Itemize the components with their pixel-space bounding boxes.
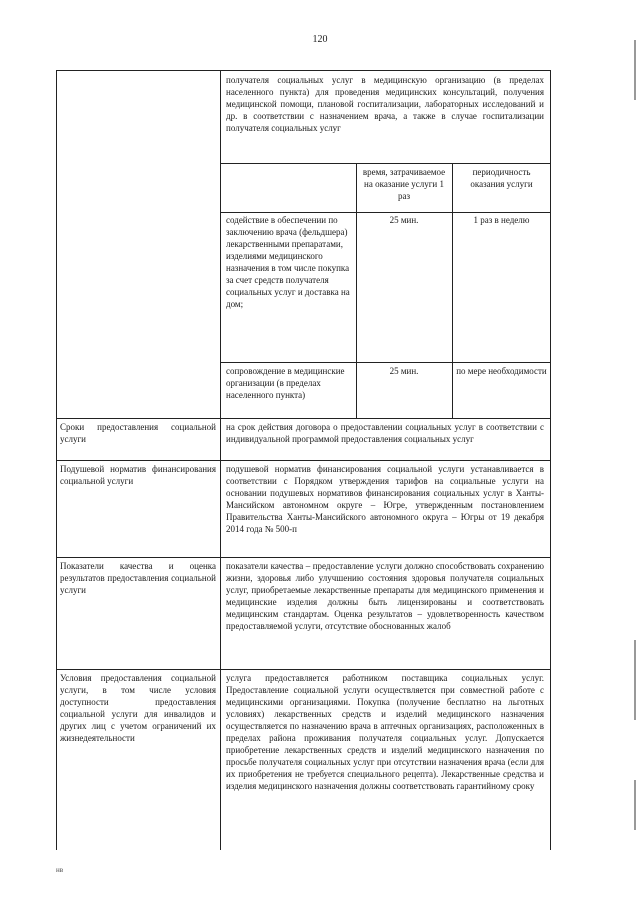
- table-rule: [220, 70, 221, 850]
- row-label: Условия предоставления социальной услуги, в том числе условия доступности предоставления социальной услуги для инвалидов и других лиц с учетом ограничений их жизнедеятельности: [60, 673, 216, 743]
- row-content: услуга предоставляется работником поставщика социальных услуг. Предоставление социальной услуги осуществляется при совместной работе с медицинскими организациями. Покупка (получение бесплатно на льготных условиях) лекарственных средств и изделий медицинского назначения осуществляется по назначению врача в аптечных организациях, расположенных в пределах района проживания получателя социальных услуг. Допускается приобретение лекарственных средств и изделий медицинского назначения по просьбе получателя социальных услуг при отсутствии назначения врача (если для их приобретения не требуется специального рецепта). Лекарственные средства и изделия медицинского назначения должны соответствовать гарантийному сроку: [226, 673, 544, 791]
- page-mark: нв: [56, 866, 64, 874]
- table-rule: [220, 212, 551, 213]
- table-rule: [550, 70, 551, 850]
- table-rule: [356, 163, 357, 418]
- page-number: 120: [312, 34, 328, 45]
- table-rule: [56, 70, 551, 71]
- time-column-header: время, затрачиваемое на оказание услуги 1 раз: [362, 167, 446, 201]
- row-content: показатели качества – предоставление услуги должно способствовать сохранению жизни, здоровья либо улучшению состояния здоровья получателя социальных услуг, приобретаемые лекарственные препараты для медицинского применения и медицинские изделия должны быть лицензированы и соответствовать медицинским стандартам. Оценка результатов – удовлетворенность качеством предоставляемой услуги, отсутствие обоснованных жалоб: [226, 561, 544, 631]
- table-rule: [452, 163, 453, 418]
- intro-text: получателя социальных услуг в медицинскую организацию (в пределах населенного пункта) для проведения медицинских консультаций, получения медицинской помощи, плановой госпитализации, лабораторных исследований и др. в соответствии с назначением врача, а также в случае госпитализации получателя социальных услуг: [226, 75, 544, 133]
- scan-edge: [634, 40, 636, 100]
- row-label: Подушевой норматив финансирования социальной услуги: [60, 464, 216, 486]
- row-content: на срок действия договора о предоставлении социальных услуг в соответствии с индивидуальной программой предоставления социальных услуг: [226, 422, 544, 444]
- scan-edge: [634, 640, 636, 720]
- table-rule: [56, 669, 551, 670]
- table-rule: [220, 362, 551, 363]
- scan-edge: [634, 780, 636, 830]
- service-frequency: по мере необходимости: [456, 366, 547, 376]
- table-rule: [56, 460, 551, 461]
- table-rule: [220, 163, 551, 164]
- frequency-column-header: периодичность оказания услуги: [470, 167, 533, 189]
- table-rule: [56, 70, 57, 850]
- service-frequency: 1 раз в неделю: [473, 215, 530, 225]
- service-time: 25 мин.: [389, 215, 419, 225]
- service-time: 25 мин.: [389, 366, 419, 376]
- service-name: содействие в обеспечении по заключению врача (фельдшера) лекарственными препаратами, изделиями медицинского назначения в том числе покупка за счет средств получателя социальных услуг и доставка на дом;: [226, 215, 350, 309]
- row-label: Сроки предоставления социальной услуги: [60, 422, 216, 444]
- row-content: подушевой норматив финансирования социальной услуги устанавливается в соответствии с Порядком утверждения тарифов на социальные услуги на основании подушевых нормативов финансирования социальных услуг в Ханты-Мансийском автономном округе – Югре, утвержденным постановлением Правительства Ханты-Мансийского автономного округа – Югры от 19 декабря 2014 года № 500-п: [226, 464, 544, 534]
- row-label: Показатели качества и оценка результатов предоставления социальной услуги: [60, 561, 216, 595]
- table-rule: [56, 557, 551, 558]
- service-name: сопровождение в медицинские организации (в пределах населенного пункта): [226, 366, 345, 400]
- table-rule: [56, 418, 551, 419]
